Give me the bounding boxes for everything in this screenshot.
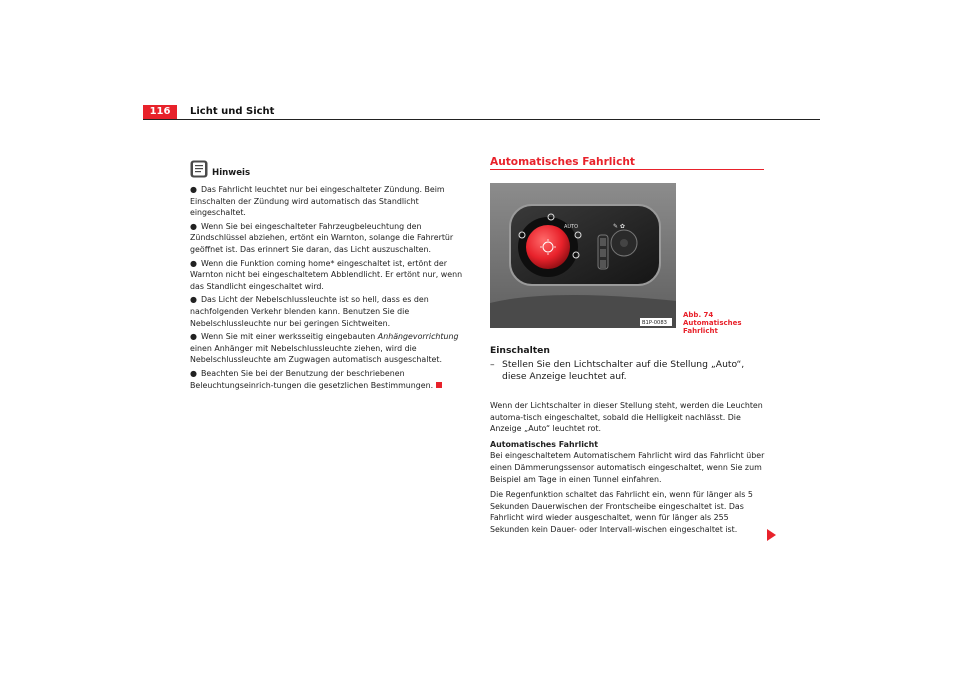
instruction-step [490, 359, 770, 383]
hinweis-bullet: ● Das Fahrlicht leuchtet nur bei eingeschalteter Zündung. Beim Einschalten der Zündung wird automatisch das Standlicht eingeschaltet. [190, 185, 445, 218]
figure-caption: Abb. 74 Automatisches Fahrlicht [683, 311, 742, 335]
einschalten-heading: Einschalten [490, 345, 550, 356]
hinweis-box [190, 160, 466, 393]
step-text: Stellen Sie den Lichtschalter auf die Stellung „Auto“, diese Anzeige leuchtet auf. [502, 359, 745, 382]
paragraph: Bei eingeschaltetem Automatischem Fahrlicht wird das Fahrlicht über einen Dämmerungssensor automatisch eingeschaltet, wenn Sie zum Beispiel am Tage in einen Tunnel einfahren. [490, 451, 765, 484]
svg-text:AUTO: AUTO [564, 224, 579, 230]
paragraph: Die Regenfunktion schaltet das Fahrlicht ein, wenn für länger als 5 Sekunden Dauerwischen der Frontscheibe eingeschaltet ist. Das Fahrlicht wird wieder ausgeschaltet, wenn für länger als 255 Sekunden kein Dauer- oder Intervall-wischen eingeschaltet ist. [490, 490, 753, 534]
hinweis-bullet: ● Beachten Sie bei der Benutzung der beschriebenen Beleuchtungseinrich-tungen die gesetzlichen Bestimmungen. [190, 368, 466, 391]
step-dash: – [490, 359, 495, 370]
svg-text:✎ ✿: ✎ ✿ [613, 223, 625, 230]
einschalten-block [490, 345, 770, 383]
end-of-section-mark [436, 382, 442, 388]
hinweis-title: Hinweis [212, 168, 251, 178]
section-body [490, 400, 770, 540]
hinweis-bullet: ● Wenn die Funktion coming home* eingeschaltet ist, ertönt der Warnton nicht bei eingeschaltetem Abblendlicht. Er ertönt nur, wenn das Standlicht eingeschaltet wird. [190, 258, 463, 291]
header-title: Licht und Sicht [190, 106, 275, 117]
page-number: 116 [143, 105, 177, 119]
light-switch-figure [490, 183, 676, 328]
paragraph: Wenn der Lichtschalter in dieser Stellung steht, werden die Leuchten automa-tisch eingeschaltet, sobald die Helligkeit nachlässt. Die Anzeige „Auto“ leuchtet rot. [490, 401, 763, 434]
svg-text:B1P-0083: B1P-0083 [642, 320, 667, 326]
section-rule [490, 169, 764, 170]
next-page-arrow-icon [767, 529, 776, 541]
subheading: Automatisches Fahrlicht [490, 439, 598, 449]
header-rule [143, 119, 820, 120]
section-header [490, 155, 780, 170]
hinweis-bullet: ● Das Licht der Nebelschlussleuchte ist so hell, dass es den nachfolgenden Verkehr blenden kann. Benutzen Sie die Nebelschlussleuchte nur bei geringen Sichtweiten. [190, 295, 429, 328]
hinweis-header [190, 160, 466, 178]
info-note-icon [190, 160, 208, 178]
hinweis-bullet: ● Wenn Sie mit einer werksseitig eingebauten Anhängevorrichtung einen Anhänger mit Nebelschlussleuchte ziehen, wird die Nebelschlussleuchte am Zugwagen automatisch ausgeschaltet. [190, 332, 459, 365]
hinweis-bullet: ● Wenn Sie bei eingeschalteter Fahrzeugbeleuchtung den Zündschlüssel abziehen, ertönt ein Warnton, solange die Fahrertür geöffnet ist. Das erinnert Sie daran, das Licht auszuschalten. [190, 221, 454, 254]
section-title: Automatisches Fahrlicht [490, 156, 635, 168]
